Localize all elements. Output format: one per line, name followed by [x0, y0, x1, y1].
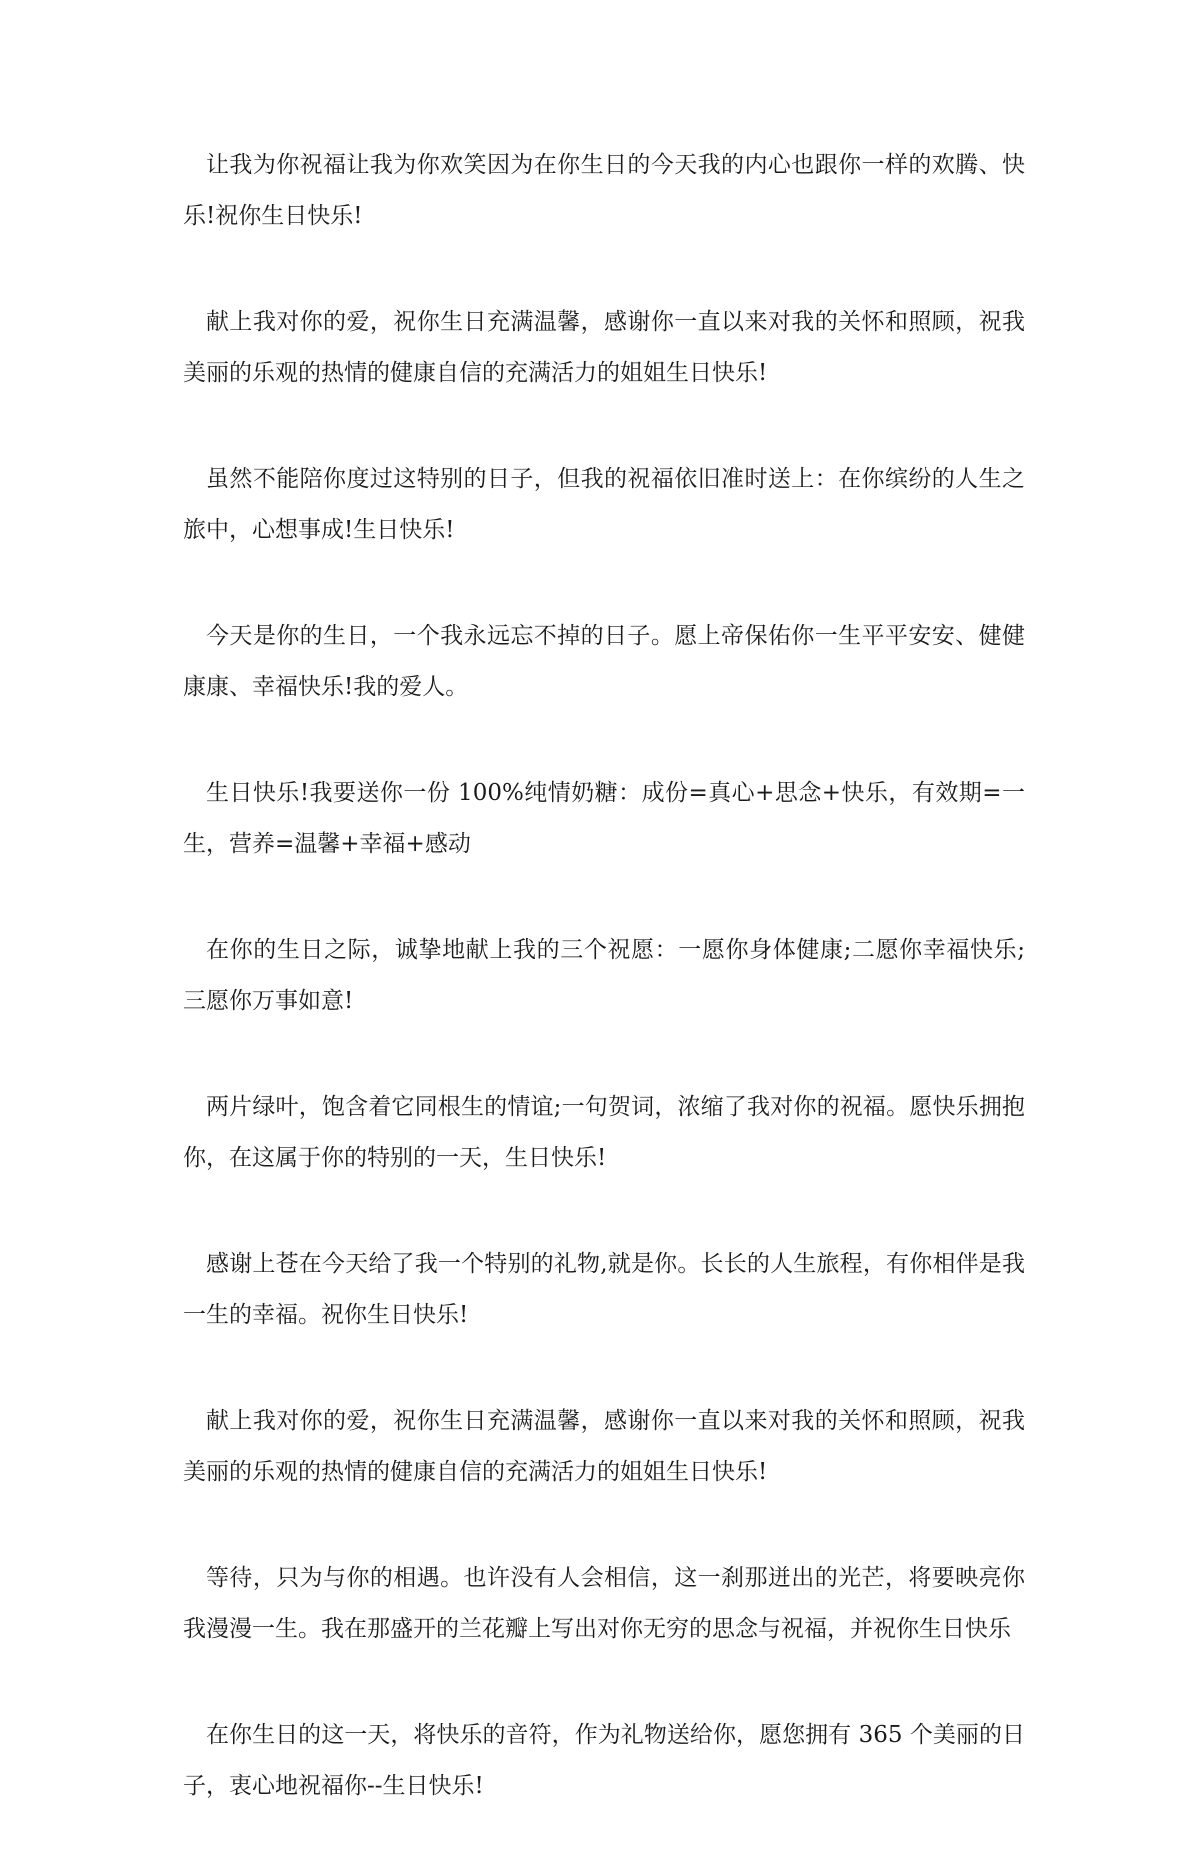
paragraph-4: 今天是你的生日，一个我永远忘不掉的日子。愿上帝保佑你一生平平安安、健健康康、幸福快乐!我的爱人。 — [183, 623, 1025, 700]
paragraph-5: 生日快乐!我要送你一份 100%纯情奶糖：成份=真心+思念+快乐，有效期=一生，营养=温馨+幸福+感动 — [183, 780, 1025, 857]
paragraph-8: 感谢上苍在今天给了我一个特别的礼物,就是你。长长的人生旅程，有你相伴是我一生的幸福。祝你生日快乐! — [183, 1251, 1025, 1328]
paragraph-2: 献上我对你的爱，祝你生日充满温馨，感谢你一直以来对我的关怀和照顾，祝我美丽的乐观的热情的健康自信的充满活力的姐姐生日快乐! — [183, 309, 1025, 386]
paragraph-9: 献上我对你的爱，祝你生日充满温馨，感谢你一直以来对我的关怀和照顾，祝我美丽的乐观的热情的健康自信的充满活力的姐姐生日快乐! — [183, 1408, 1025, 1485]
paragraph-7: 两片绿叶，饱含着它同根生的情谊;一句贺词，浓缩了我对你的祝福。愿快乐拥抱你，在这属于你的特别的一天，生日快乐! — [183, 1094, 1025, 1171]
paragraph-11: 在你生日的这一天，将快乐的音符，作为礼物送给你，愿您拥有 365 个美丽的日子，衷心地祝福你--生日快乐! — [183, 1722, 1025, 1799]
paragraph-6: 在你的生日之际，诚挚地献上我的三个祝愿：一愿你身体健康;二愿你幸福快乐;三愿你万事如意! — [183, 937, 1025, 1014]
document-body — [183, 140, 1025, 1867]
paragraph-3: 虽然不能陪你度过这特别的日子，但我的祝福依旧准时送上：在你缤纷的人生之旅中，心想事成!生日快乐! — [183, 466, 1025, 543]
paragraph-10: 等待，只为与你的相遇。也许没有人会相信，这一刹那迸出的光芒，将要映亮你我漫漫一生。我在那盛开的兰花瓣上写出对你无穷的思念与祝福，并祝你生日快乐 — [183, 1565, 1025, 1642]
paragraph-1: 让我为你祝福让我为你欢笑因为在你生日的今天我的内心也跟你一样的欢腾、快乐!祝你生日快乐! — [183, 152, 1025, 229]
